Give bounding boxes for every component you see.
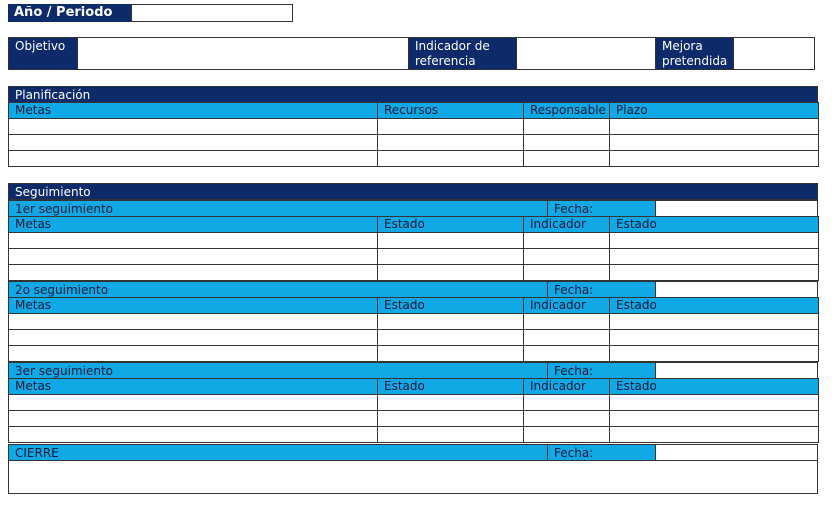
table-cell[interactable] — [378, 249, 524, 265]
column-metas: Metas — [9, 217, 378, 233]
seguimiento-2-fecha-label: Fecha: — [547, 281, 656, 298]
column-estado-indicador: Estado — [610, 379, 819, 395]
table-cell[interactable] — [610, 151, 819, 167]
table-row — [9, 233, 819, 249]
seguimiento-1-table — [8, 216, 819, 281]
seguimiento-3-table — [8, 378, 819, 443]
table-cell[interactable] — [524, 135, 610, 151]
cierre-fecha-field[interactable] — [655, 444, 818, 461]
planificacion-table — [8, 102, 819, 167]
column-estado-indicador: Estado — [610, 217, 819, 233]
table-cell[interactable] — [378, 395, 524, 411]
table-cell[interactable] — [378, 427, 524, 443]
table-cell[interactable] — [9, 411, 378, 427]
table-cell[interactable] — [378, 135, 524, 151]
table-cell[interactable] — [524, 265, 610, 281]
table-cell[interactable] — [610, 119, 819, 135]
table-cell[interactable] — [524, 395, 610, 411]
seguimiento-3-title: 3er seguimiento — [8, 362, 548, 379]
table-row — [9, 265, 819, 281]
table-row — [9, 314, 819, 330]
objetivo-field[interactable] — [77, 37, 409, 70]
table-cell[interactable] — [524, 346, 610, 362]
seguimiento-1-fecha-field[interactable] — [655, 200, 818, 217]
table-cell[interactable] — [9, 119, 378, 135]
table-cell[interactable] — [9, 135, 378, 151]
seguimiento-3-fecha-field[interactable] — [655, 362, 818, 379]
seguimiento-3-fecha-label: Fecha: — [547, 362, 656, 379]
table-cell[interactable] — [378, 330, 524, 346]
cierre-title: CIERRE — [8, 444, 548, 461]
column-estado: Estado — [378, 298, 524, 314]
table-row — [9, 330, 819, 346]
table-cell[interactable] — [610, 427, 819, 443]
column-metas: Metas — [9, 379, 378, 395]
table-row — [9, 135, 819, 151]
table-row — [9, 151, 819, 167]
column-indicador: Indicador — [524, 298, 610, 314]
table-cell[interactable] — [378, 119, 524, 135]
table-row — [9, 249, 819, 265]
seguimiento-2-table — [8, 297, 819, 362]
table-cell[interactable] — [610, 265, 819, 281]
table-cell[interactable] — [378, 346, 524, 362]
table-cell[interactable] — [610, 249, 819, 265]
table-cell[interactable] — [524, 233, 610, 249]
table-cell[interactable] — [524, 411, 610, 427]
table-cell[interactable] — [610, 233, 819, 249]
planificacion-header-row — [9, 103, 819, 119]
table-cell[interactable] — [9, 151, 378, 167]
indicador-referencia-field[interactable] — [516, 37, 656, 70]
table-cell[interactable] — [610, 346, 819, 362]
column-metas: Metas — [9, 298, 378, 314]
table-cell[interactable] — [610, 330, 819, 346]
cierre-notes-field[interactable] — [8, 460, 818, 494]
mejora-pretendida-field[interactable] — [733, 37, 815, 70]
column-estado: Estado — [378, 217, 524, 233]
table-cell[interactable] — [524, 119, 610, 135]
mejora-pretendida-label: Mejora pretendida — [655, 37, 734, 70]
table-cell[interactable] — [9, 314, 378, 330]
table-cell[interactable] — [9, 427, 378, 443]
table-cell[interactable] — [524, 151, 610, 167]
table-cell[interactable] — [524, 427, 610, 443]
seguimiento-header-row — [9, 379, 819, 395]
column-responsable: Responsable — [524, 103, 610, 119]
cierre-fecha-label: Fecha: — [547, 444, 656, 461]
column-indicador: Indicador — [524, 379, 610, 395]
table-row — [9, 427, 819, 443]
table-row — [9, 395, 819, 411]
table-cell[interactable] — [9, 346, 378, 362]
table-cell[interactable] — [610, 411, 819, 427]
seguimiento-2-title: 2o seguimiento — [8, 281, 548, 298]
table-row — [9, 119, 819, 135]
table-cell[interactable] — [610, 395, 819, 411]
period-field[interactable] — [131, 4, 293, 22]
table-cell[interactable] — [378, 233, 524, 249]
table-cell[interactable] — [378, 151, 524, 167]
period-label: Año / Periodo — [8, 4, 131, 22]
column-recursos: Recursos — [378, 103, 524, 119]
table-cell[interactable] — [378, 265, 524, 281]
column-estado: Estado — [378, 379, 524, 395]
seguimiento-2-fecha-field[interactable] — [655, 281, 818, 298]
table-row — [9, 346, 819, 362]
table-cell[interactable] — [378, 314, 524, 330]
table-cell[interactable] — [610, 135, 819, 151]
seguimiento-1-fecha-label: Fecha: — [547, 200, 656, 217]
table-row — [9, 411, 819, 427]
column-metas: Metas — [9, 103, 378, 119]
indicador-referencia-label: Indicador de referencia — [408, 37, 517, 70]
seguimiento-1-title: 1er seguimiento — [8, 200, 548, 217]
table-cell[interactable] — [9, 330, 378, 346]
column-estado-indicador: Estado — [610, 298, 819, 314]
seguimiento-header: Seguimiento — [8, 183, 818, 200]
objetivo-label: Objetivo — [8, 37, 78, 70]
planificacion-header: Planificación — [8, 86, 818, 103]
table-cell[interactable] — [610, 314, 819, 330]
table-cell[interactable] — [9, 249, 378, 265]
table-cell[interactable] — [378, 411, 524, 427]
table-cell[interactable] — [9, 265, 378, 281]
seguimiento-header-row — [9, 217, 819, 233]
table-cell[interactable] — [9, 233, 378, 249]
column-plazo: Plazo — [610, 103, 819, 119]
column-indicador: Indicador — [524, 217, 610, 233]
table-cell[interactable] — [524, 330, 610, 346]
table-cell[interactable] — [524, 249, 610, 265]
seguimiento-header-row — [9, 298, 819, 314]
table-cell[interactable] — [524, 314, 610, 330]
table-cell[interactable] — [9, 395, 378, 411]
